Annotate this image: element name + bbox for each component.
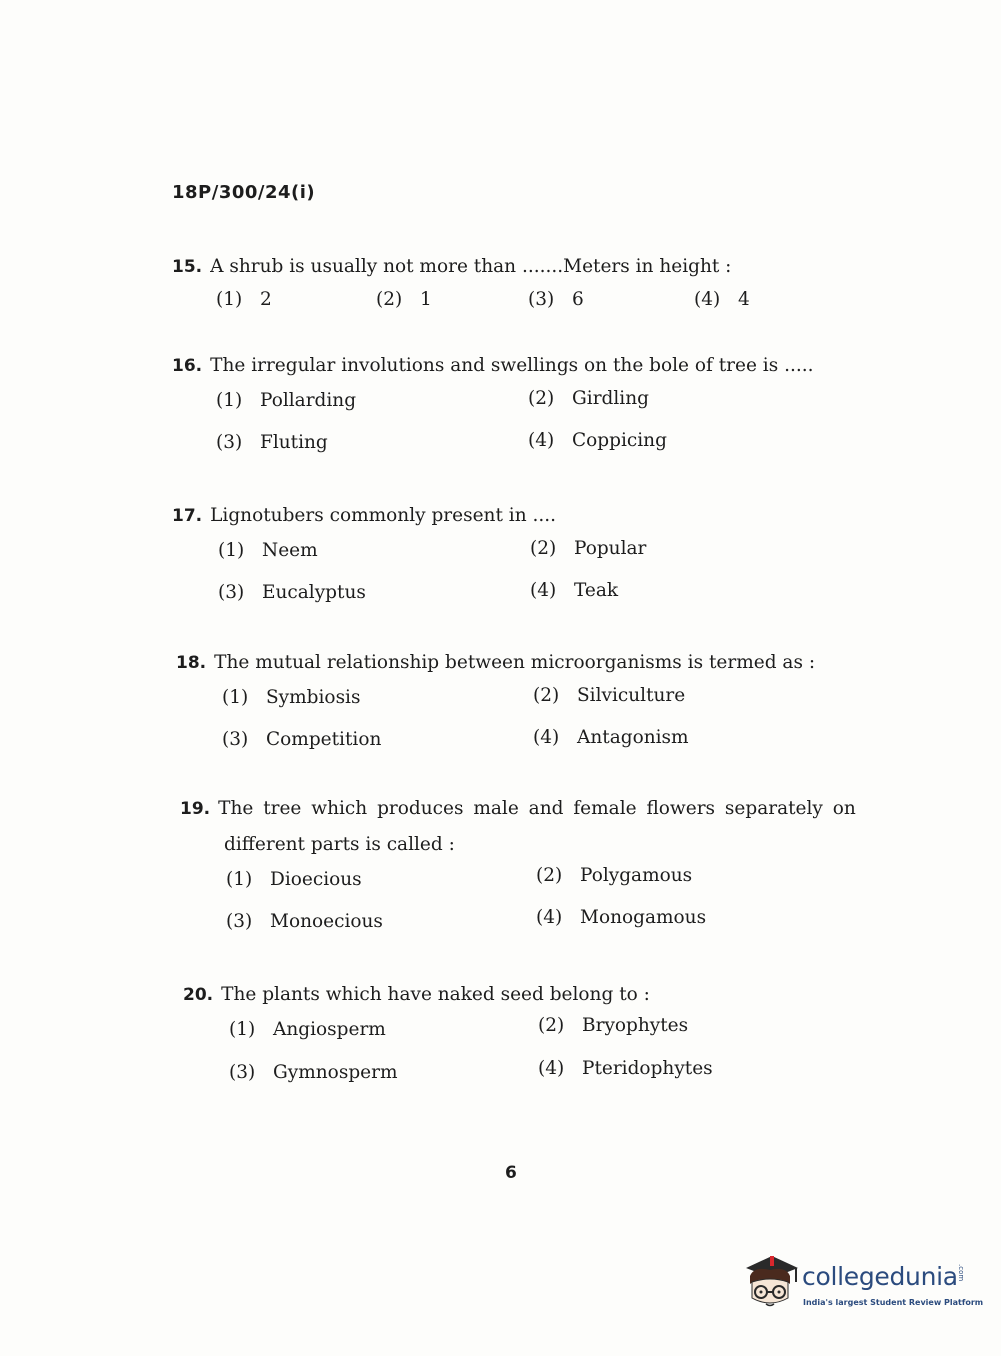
option-number: (3) bbox=[229, 1062, 256, 1083]
option-1[interactable] bbox=[222, 687, 360, 708]
option-3[interactable] bbox=[226, 911, 383, 932]
option-2[interactable] bbox=[536, 865, 692, 886]
option-3[interactable] bbox=[222, 729, 381, 750]
option-2[interactable] bbox=[538, 1015, 688, 1036]
logo-tagline: India's largest Student Review Platform bbox=[803, 1298, 984, 1307]
option-2[interactable] bbox=[376, 289, 432, 310]
option-number: (1) bbox=[218, 540, 245, 561]
options bbox=[216, 534, 852, 618]
options bbox=[220, 681, 856, 765]
option-4[interactable] bbox=[528, 430, 667, 451]
option-number: (4) bbox=[533, 727, 560, 748]
logo-domain-suffix: .com bbox=[957, 1264, 965, 1282]
question-20 bbox=[183, 977, 863, 1097]
option-text: Coppicing bbox=[572, 430, 667, 451]
question-text bbox=[172, 348, 852, 384]
option-number: (2) bbox=[538, 1015, 565, 1036]
option-3[interactable] bbox=[218, 582, 366, 603]
question-18 bbox=[176, 645, 856, 765]
option-number: (3) bbox=[218, 582, 245, 603]
option-number: (2) bbox=[376, 289, 403, 310]
option-text: Competition bbox=[266, 729, 382, 750]
question-stem: The mutual relationship between microorganisms is termed as : bbox=[214, 652, 816, 673]
page-number: 6 bbox=[505, 1163, 517, 1183]
option-4[interactable] bbox=[536, 907, 706, 928]
option-2[interactable] bbox=[528, 388, 649, 409]
option-text: Pollarding bbox=[260, 390, 357, 411]
collegedunia-logo[interactable] bbox=[740, 1250, 984, 1320]
question-text bbox=[180, 791, 860, 863]
option-number: (1) bbox=[216, 390, 243, 411]
question-text bbox=[172, 498, 852, 534]
option-text: Popular bbox=[574, 538, 647, 559]
option-number: (3) bbox=[216, 432, 243, 453]
options bbox=[216, 384, 852, 468]
option-number: (2) bbox=[536, 865, 563, 886]
option-1[interactable] bbox=[229, 1019, 386, 1040]
option-number: (4) bbox=[694, 289, 721, 310]
option-text: Gymnosperm bbox=[273, 1062, 398, 1083]
option-1[interactable] bbox=[218, 540, 318, 561]
question-number: 19. bbox=[180, 799, 211, 819]
option-number: (2) bbox=[530, 538, 557, 559]
option-text: Neem bbox=[262, 540, 318, 561]
option-text: Monogamous bbox=[580, 907, 707, 928]
option-text: Dioecious bbox=[270, 869, 362, 890]
question-stem-continued: different parts is called : bbox=[224, 834, 455, 855]
option-number: (3) bbox=[226, 911, 253, 932]
options bbox=[227, 1013, 863, 1097]
option-number: (3) bbox=[528, 289, 555, 310]
option-text: Antagonism bbox=[577, 727, 689, 748]
question-19 bbox=[180, 791, 860, 947]
paper-code: 18P/300/24(i) bbox=[172, 182, 316, 203]
option-text: Pteridophytes bbox=[582, 1058, 713, 1079]
option-4[interactable] bbox=[694, 289, 750, 310]
option-2[interactable] bbox=[533, 685, 685, 706]
options bbox=[216, 285, 852, 325]
option-text: 2 bbox=[260, 289, 272, 310]
option-text: Symbiosis bbox=[266, 687, 361, 708]
option-text: Monoecious bbox=[270, 911, 383, 932]
option-text: Girdling bbox=[572, 388, 649, 409]
question-number: 20. bbox=[183, 985, 214, 1005]
question-stem: A shrub is usually not more than .......Meters in height : bbox=[210, 256, 732, 277]
question-stem: The tree which produces male and female flowers separately on bbox=[218, 798, 856, 819]
question-15 bbox=[172, 249, 852, 325]
option-4[interactable] bbox=[530, 580, 618, 601]
option-text: Eucalyptus bbox=[262, 582, 366, 603]
option-text: Teak bbox=[574, 580, 619, 601]
option-text: Bryophytes bbox=[582, 1015, 689, 1036]
question-17 bbox=[172, 498, 852, 618]
option-number: (4) bbox=[538, 1058, 565, 1079]
option-number: (1) bbox=[229, 1019, 256, 1040]
question-stem: The irregular involutions and swellings on the bole of tree is ..... bbox=[210, 355, 814, 376]
option-text: Angiosperm bbox=[273, 1019, 386, 1040]
logo-wordmark: collegedunia bbox=[802, 1262, 958, 1291]
question-number: 17. bbox=[172, 506, 203, 526]
option-number: (1) bbox=[222, 687, 249, 708]
option-text: Fluting bbox=[260, 432, 328, 453]
option-number: (3) bbox=[222, 729, 249, 750]
option-3[interactable] bbox=[229, 1062, 398, 1083]
options bbox=[224, 863, 860, 947]
option-number: (2) bbox=[528, 388, 555, 409]
option-text: 6 bbox=[572, 289, 584, 310]
option-number: (2) bbox=[533, 685, 560, 706]
option-4[interactable] bbox=[533, 727, 689, 748]
option-1[interactable] bbox=[216, 390, 356, 411]
option-number: (4) bbox=[528, 430, 555, 451]
option-number: (1) bbox=[226, 869, 253, 890]
question-stem: Lignotubers commonly present in .... bbox=[210, 505, 557, 526]
question-text bbox=[172, 249, 852, 285]
option-text: Silviculture bbox=[577, 685, 686, 706]
question-number: 18. bbox=[176, 653, 207, 673]
student-mascot-icon bbox=[740, 1250, 802, 1312]
option-number: (1) bbox=[216, 289, 243, 310]
option-2[interactable] bbox=[530, 538, 646, 559]
option-number: (4) bbox=[530, 580, 557, 601]
option-text: 4 bbox=[738, 289, 750, 310]
option-4[interactable] bbox=[538, 1058, 713, 1079]
question-number: 15. bbox=[172, 257, 203, 277]
option-1[interactable] bbox=[216, 289, 272, 310]
option-text: 1 bbox=[420, 289, 432, 310]
question-text bbox=[176, 645, 856, 681]
question-stem: The plants which have naked seed belong to : bbox=[221, 984, 650, 1005]
question-16 bbox=[172, 348, 852, 468]
option-text: Polygamous bbox=[580, 865, 693, 886]
question-text bbox=[183, 977, 863, 1013]
option-3[interactable] bbox=[528, 289, 584, 310]
option-number: (4) bbox=[536, 907, 563, 928]
question-number: 16. bbox=[172, 356, 203, 376]
option-1[interactable] bbox=[226, 869, 362, 890]
option-3[interactable] bbox=[216, 432, 328, 453]
